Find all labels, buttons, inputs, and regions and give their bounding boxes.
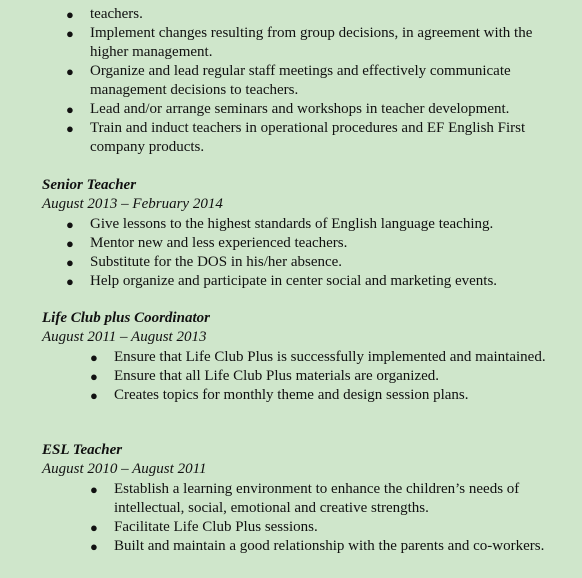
job-dates-senior-teacher: August 2013 – February 2014 [42,196,223,212]
life-club-coordinator-duties-list [0,348,582,405]
list-item: ● Ensure that all Life Club Plus materials are organized. [90,368,440,384]
bullet-icon: ● [90,350,98,365]
management-duties-section [0,5,582,157]
bullet-icon: ● [66,121,74,136]
list-item: ● Mentor new and less experienced teachers. [66,235,348,251]
job-dates-esl-teacher: August 2010 – August 2011 [42,461,207,477]
bullet-icon: ● [66,236,74,251]
bullet-icon: ● [90,482,98,497]
list-item: ● Lead and/or arrange seminars and workshops in teacher development. [66,101,510,117]
list-item: ● Built and maintain a good relationship with the parents and co-workers. [90,538,545,554]
senior-teacher-duties-list [0,215,582,291]
list-item: ● Creates topics for monthly theme and design session plans. [90,387,469,403]
bullet-icon: ● [90,369,98,384]
list-item: ● teachers. [66,6,143,22]
bullet-icon: ● [66,217,74,232]
management-duties-list [0,5,582,157]
list-item: ● Implement changes resulting from group decisions, in agreement with the higher management. [66,25,533,60]
list-item: ● Facilitate Life Club Plus sessions. [90,519,318,535]
list-item: ● Organize and lead regular staff meetings and effectively communicate management decisions to teachers. [66,63,511,98]
list-item: ● Substitute for the DOS in his/her absence. [66,254,343,270]
job-dates-life-club-coordinator: August 2011 – August 2013 [42,329,207,345]
life-club-coordinator-duties [0,348,582,405]
job-title-life-club-coordinator: Life Club plus Coordinator [42,310,210,326]
senior-teacher-duties [0,215,582,291]
list-item: ● Ensure that Life Club Plus is successfully implemented and maintained. [90,349,546,365]
bullet-icon: ● [66,274,74,289]
bullet-icon: ● [66,64,74,79]
list-item: ● Establish a learning environment to enhance the children’s needs of intellectual, social, emotional and creative strengths. [90,481,520,516]
job-title-esl-teacher: ESL Teacher [42,442,123,458]
list-item: ● Give lessons to the highest standards of English language teaching. [66,216,494,232]
esl-teacher-duties-list [0,480,582,556]
bullet-icon: ● [66,102,74,117]
list-item: ● Help organize and participate in center social and marketing events. [66,273,498,289]
bullet-icon: ● [66,26,74,41]
bullet-icon: ● [90,539,98,554]
bullet-icon: ● [66,255,74,270]
bullet-icon: ● [66,7,74,22]
list-item: ● Train and induct teachers in operational procedures and EF English First company products. [66,120,526,155]
bullet-icon: ● [90,520,98,535]
job-title-senior-teacher: Senior Teacher [42,177,137,193]
bullet-icon: ● [90,388,98,403]
esl-teacher-duties [0,480,582,556]
